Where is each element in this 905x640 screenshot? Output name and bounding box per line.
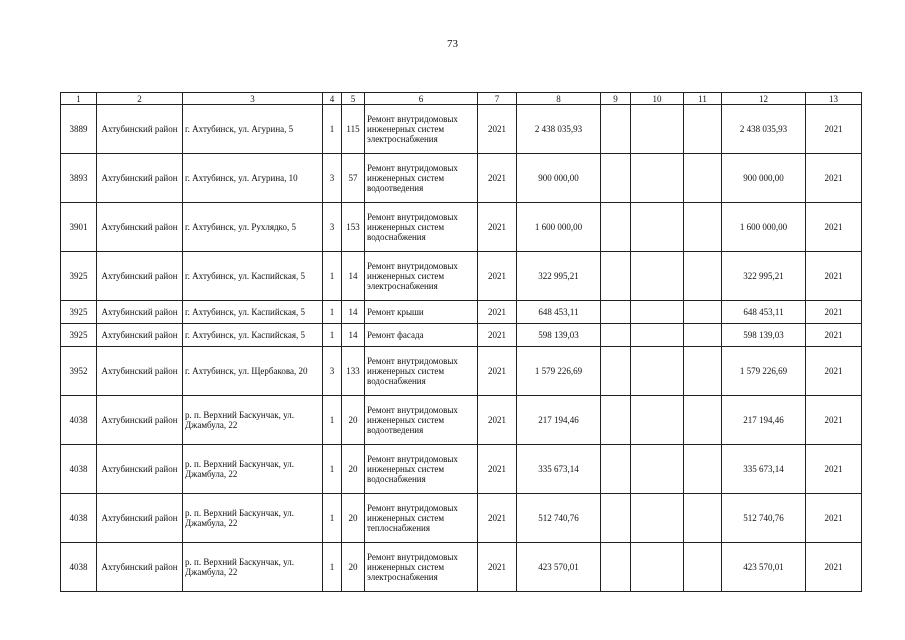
- work-type-cell: Ремонт внутридомовых инженерных систем электроснабжения: [365, 252, 478, 301]
- end-year-cell: 2021: [806, 396, 862, 445]
- column-10-cell: [631, 324, 684, 347]
- end-year-cell: 2021: [806, 203, 862, 252]
- column-4-cell: 1: [323, 445, 342, 494]
- amount-cell: 1 600 000,00: [517, 203, 601, 252]
- column-10-cell: [631, 347, 684, 396]
- column-5-cell: 20: [342, 396, 365, 445]
- column-5-cell: 115: [342, 105, 365, 154]
- total-cell: 423 570,01: [722, 543, 806, 592]
- table-row: [61, 347, 862, 396]
- column-number-header: 2: [97, 93, 183, 105]
- column-number-header: 1: [61, 93, 97, 105]
- column-9-cell: [601, 324, 631, 347]
- table-row: [61, 543, 862, 592]
- column-9-cell: [601, 301, 631, 324]
- column-10-cell: [631, 301, 684, 324]
- column-5-cell: 57: [342, 154, 365, 203]
- object-id-cell: 3925: [61, 252, 97, 301]
- column-number-header: 8: [517, 93, 601, 105]
- total-cell: 1 600 000,00: [722, 203, 806, 252]
- object-id-cell: 3925: [61, 301, 97, 324]
- column-11-cell: [684, 445, 722, 494]
- total-cell: 335 673,14: [722, 445, 806, 494]
- column-number-header: 10: [631, 93, 684, 105]
- end-year-cell: 2021: [806, 324, 862, 347]
- column-4-cell: 3: [323, 203, 342, 252]
- address-cell: р. п. Верхний Баскунчак, ул. Джамбула, 22: [183, 494, 323, 543]
- total-cell: 598 139,03: [722, 324, 806, 347]
- column-5-cell: 20: [342, 494, 365, 543]
- column-10-cell: [631, 396, 684, 445]
- end-year-cell: 2021: [806, 252, 862, 301]
- district-cell: Ахтубинский район: [97, 252, 183, 301]
- object-id-cell: 3889: [61, 105, 97, 154]
- address-cell: г. Ахтубинск, ул. Каспийская, 5: [183, 324, 323, 347]
- address-cell: г. Ахтубинск, ул. Каспийская, 5: [183, 252, 323, 301]
- work-type-cell: Ремонт внутридомовых инженерных систем водоснабжения: [365, 203, 478, 252]
- district-cell: Ахтубинский район: [97, 154, 183, 203]
- work-type-cell: Ремонт крыши: [365, 301, 478, 324]
- column-9-cell: [601, 494, 631, 543]
- year-cell: 2021: [478, 324, 517, 347]
- district-cell: Ахтубинский район: [97, 445, 183, 494]
- column-number-row: [61, 93, 862, 105]
- total-cell: 217 194,46: [722, 396, 806, 445]
- district-cell: Ахтубинский район: [97, 494, 183, 543]
- address-cell: р. п. Верхний Баскунчак, ул. Джамбула, 22: [183, 396, 323, 445]
- table-row: [61, 396, 862, 445]
- year-cell: 2021: [478, 445, 517, 494]
- end-year-cell: 2021: [806, 494, 862, 543]
- year-cell: 2021: [478, 543, 517, 592]
- address-cell: г. Ахтубинск, ул. Агурина, 10: [183, 154, 323, 203]
- year-cell: 2021: [478, 154, 517, 203]
- column-9-cell: [601, 543, 631, 592]
- column-10-cell: [631, 203, 684, 252]
- total-cell: 648 453,11: [722, 301, 806, 324]
- year-cell: 2021: [478, 252, 517, 301]
- column-9-cell: [601, 105, 631, 154]
- table-row: [61, 203, 862, 252]
- column-5-cell: 20: [342, 543, 365, 592]
- amount-cell: 512 740,76: [517, 494, 601, 543]
- column-4-cell: 1: [323, 543, 342, 592]
- column-5-cell: 153: [342, 203, 365, 252]
- total-cell: 1 579 226,69: [722, 347, 806, 396]
- amount-cell: 2 438 035,93: [517, 105, 601, 154]
- column-5-cell: 14: [342, 252, 365, 301]
- district-cell: Ахтубинский район: [97, 203, 183, 252]
- column-9-cell: [601, 154, 631, 203]
- address-cell: г. Ахтубинск, ул. Агурина, 5: [183, 105, 323, 154]
- object-id-cell: 4038: [61, 396, 97, 445]
- district-cell: Ахтубинский район: [97, 396, 183, 445]
- year-cell: 2021: [478, 396, 517, 445]
- column-9-cell: [601, 396, 631, 445]
- amount-cell: 335 673,14: [517, 445, 601, 494]
- column-number-header: 6: [365, 93, 478, 105]
- year-cell: 2021: [478, 494, 517, 543]
- column-number-header: 7: [478, 93, 517, 105]
- table-body: [61, 105, 862, 592]
- district-cell: Ахтубинский район: [97, 105, 183, 154]
- work-type-cell: Ремонт внутридомовых инженерных систем электроснабжения: [365, 543, 478, 592]
- object-id-cell: 3952: [61, 347, 97, 396]
- object-id-cell: 3925: [61, 324, 97, 347]
- table-row: [61, 154, 862, 203]
- end-year-cell: 2021: [806, 445, 862, 494]
- column-10-cell: [631, 105, 684, 154]
- column-4-cell: 3: [323, 347, 342, 396]
- column-10-cell: [631, 252, 684, 301]
- end-year-cell: 2021: [806, 105, 862, 154]
- column-5-cell: 133: [342, 347, 365, 396]
- column-9-cell: [601, 252, 631, 301]
- column-4-cell: 3: [323, 154, 342, 203]
- table-row: [61, 324, 862, 347]
- column-4-cell: 1: [323, 105, 342, 154]
- page-number: 73: [447, 38, 458, 50]
- column-number-header: 4: [323, 93, 342, 105]
- column-10-cell: [631, 494, 684, 543]
- work-type-cell: Ремонт фасада: [365, 324, 478, 347]
- object-id-cell: 4038: [61, 445, 97, 494]
- amount-cell: 900 000,00: [517, 154, 601, 203]
- column-5-cell: 14: [342, 324, 365, 347]
- repair-program-table: [60, 92, 862, 592]
- column-9-cell: [601, 203, 631, 252]
- table-row: [61, 301, 862, 324]
- object-id-cell: 4038: [61, 543, 97, 592]
- column-11-cell: [684, 154, 722, 203]
- table-row: [61, 105, 862, 154]
- work-type-cell: Ремонт внутридомовых инженерных систем водоотведения: [365, 154, 478, 203]
- column-number-header: 13: [806, 93, 862, 105]
- object-id-cell: 3893: [61, 154, 97, 203]
- address-cell: г. Ахтубинск, ул. Каспийская, 5: [183, 301, 323, 324]
- amount-cell: 648 453,11: [517, 301, 601, 324]
- address-cell: г. Ахтубинск, ул. Рухлядко, 5: [183, 203, 323, 252]
- column-10-cell: [631, 543, 684, 592]
- column-number-header: 11: [684, 93, 722, 105]
- column-9-cell: [601, 445, 631, 494]
- column-11-cell: [684, 396, 722, 445]
- district-cell: Ахтубинский район: [97, 347, 183, 396]
- object-id-cell: 3901: [61, 203, 97, 252]
- column-11-cell: [684, 324, 722, 347]
- column-10-cell: [631, 445, 684, 494]
- end-year-cell: 2021: [806, 347, 862, 396]
- total-cell: 900 000,00: [722, 154, 806, 203]
- column-4-cell: 1: [323, 252, 342, 301]
- address-cell: р. п. Верхний Баскунчак, ул. Джамбула, 22: [183, 445, 323, 494]
- column-4-cell: 1: [323, 324, 342, 347]
- year-cell: 2021: [478, 105, 517, 154]
- work-type-cell: Ремонт внутридомовых инженерных систем водоотведения: [365, 396, 478, 445]
- column-4-cell: 1: [323, 301, 342, 324]
- address-cell: р. п. Верхний Баскунчак, ул. Джамбула, 22: [183, 543, 323, 592]
- end-year-cell: 2021: [806, 154, 862, 203]
- amount-cell: 217 194,46: [517, 396, 601, 445]
- column-4-cell: 1: [323, 494, 342, 543]
- column-11-cell: [684, 105, 722, 154]
- work-type-cell: Ремонт внутридомовых инженерных систем водоснабжения: [365, 347, 478, 396]
- column-5-cell: 20: [342, 445, 365, 494]
- table-row: [61, 445, 862, 494]
- column-11-cell: [684, 347, 722, 396]
- column-11-cell: [684, 252, 722, 301]
- work-type-cell: Ремонт внутридомовых инженерных систем электроснабжения: [365, 105, 478, 154]
- column-11-cell: [684, 543, 722, 592]
- district-cell: Ахтубинский район: [97, 543, 183, 592]
- column-9-cell: [601, 347, 631, 396]
- end-year-cell: 2021: [806, 301, 862, 324]
- column-number-header: 3: [183, 93, 323, 105]
- table-row: [61, 494, 862, 543]
- amount-cell: 423 570,01: [517, 543, 601, 592]
- year-cell: 2021: [478, 203, 517, 252]
- year-cell: 2021: [478, 347, 517, 396]
- column-10-cell: [631, 154, 684, 203]
- amount-cell: 322 995,21: [517, 252, 601, 301]
- column-5-cell: 14: [342, 301, 365, 324]
- total-cell: 2 438 035,93: [722, 105, 806, 154]
- total-cell: 322 995,21: [722, 252, 806, 301]
- district-cell: Ахтубинский район: [97, 301, 183, 324]
- column-11-cell: [684, 203, 722, 252]
- address-cell: г. Ахтубинск, ул. Щербакова, 20: [183, 347, 323, 396]
- end-year-cell: 2021: [806, 543, 862, 592]
- column-number-header: 12: [722, 93, 806, 105]
- table-row: [61, 252, 862, 301]
- year-cell: 2021: [478, 301, 517, 324]
- column-11-cell: [684, 494, 722, 543]
- column-11-cell: [684, 301, 722, 324]
- column-number-header: 5: [342, 93, 365, 105]
- object-id-cell: 4038: [61, 494, 97, 543]
- district-cell: Ахтубинский район: [97, 324, 183, 347]
- amount-cell: 598 139,03: [517, 324, 601, 347]
- column-4-cell: 1: [323, 396, 342, 445]
- amount-cell: 1 579 226,69: [517, 347, 601, 396]
- column-number-header: 9: [601, 93, 631, 105]
- work-type-cell: Ремонт внутридомовых инженерных систем теплоснабжения: [365, 494, 478, 543]
- work-type-cell: Ремонт внутридомовых инженерных систем водоснабжения: [365, 445, 478, 494]
- total-cell: 512 740,76: [722, 494, 806, 543]
